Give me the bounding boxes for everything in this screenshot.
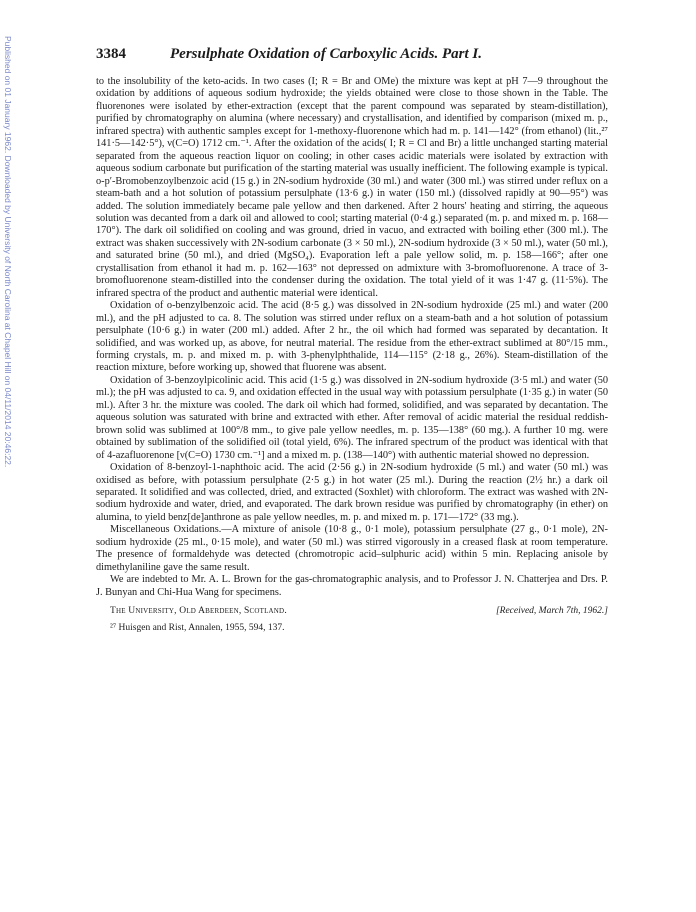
acknowledgement: We are indebted to Mr. A. L. Brown for the gas-chromatographic analysis, and to Professor J. N. Chatterjea and Drs. P. J. Bunyan and Chi-Hua Wang for specimens. [96,574,608,598]
affiliation: The University, Old Aberdeen, Scotland. [110,606,287,617]
paragraph-benzylbenzoic-oxidation: Oxidation of o-benzylbenzoic acid. The acid (8·5 g.) was dissolved in 2N-sodium hydroxide (25 ml.) and water (200 ml.), and the pH adjusted to ca. 8. The solution was stirred under reflux on a steam-bath and a hot solution of potassium persulphate (10·6 g.) in water (200 ml.) added. After 2 hr., the oil which had formed was separated by decantation. It solidified, and was worked up, as above, for neutral material. The residue from the ether-extract sublimed at 80°/15 mm., forming crystals, m. p. and mixed m. p. with 3-phenylphthalide, 114—115° (2·18 g., 26%). Steam-distillation of the reaction mixture, before working up, showed that fluorene was absent. [96,300,608,374]
paragraph-naphthoic-oxidation: Oxidation of 8-benzoyl-1-naphthoic acid. The acid (2·56 g.) in 2N-sodium hydroxide (5 ml.) and water (50 ml.) was oxidised as before, with potassium persulphate (2·5 g.) in hot water (25 ml.). During the reaction (2½ hr.) a dark oil separated. It solidified and was collected, dried, and extracted (Soxhlet) with chloroform. The extract was washed with 2N-sodium hydroxide and water, dried, and evaporated. The dark brown residue was purified by chromatography (in ether) on alumina, to yield benz[de]anthrone as pale yellow needles, m. p. and mixed m. p. 171—172° (33 mg.). [96,462,608,523]
paragraph-benzoylpicolinic-oxidation: Oxidation of 3-benzoylpicolinic acid. This acid (1·5 g.) was dissolved in 2N-sodium hydroxide (3·5 ml.) and water (50 ml.); the pH was adjusted to ca. 9, and oxidation effected in the usual way with potassium persulphate (1·35 g.) in water (50 ml.). After 3 hr. the mixture was cooled. The dark oil which had formed, solidified, and was separated by decantation. The aqueous solution was saturated with brine and extracted with ether. After removal of acidic material the residual reddish-brown solid was sublimed at 100°/8 mm., to give pale yellow needles, m. p. 135—138° (60 mg.). A further 10 mg. were obtained by sublimation of the solidified oil (total yield, 6%). The infrared spectrum of the product was identical with that of 4-azafluorenone [ν(C=O) 1730 cm.⁻¹] and a mixed m. p. (138—140°) with authentic material showed no depression. [96,374,608,461]
affiliation-row [96,605,608,617]
page-number: 3384 [96,46,126,62]
running-title: Persulphate Oxidation of Carboxylic Acids. Part I. [170,46,482,62]
body-text [96,76,608,599]
footnote-reference: ²⁷ Huisgen and Rist, Annalen, 1955, 594, 137. [110,623,285,634]
download-watermark [0,36,14,596]
download-watermark-text: Published on 01 January 1962. Downloaded by University of North Carolina at Chapel Hill on 04/11/2014 20:46:22. [3,36,13,468]
paragraph-miscellaneous-oxidations: Miscellaneous Oxidations.—A mixture of anisole (10·8 g., 0·1 mole), potassium persulphate (27 g., 0·1 mole), 2N-sodium hydroxide (25 ml., 0·15 mole), and water (50 ml.) was stirred vigorously in a creased flask at room temperature. The presence of formaldehyde was detected (chromotropic acid–sulphuric acid) within 5 min. Replacing anisole by dimethylaniline gave the same result. [96,524,608,573]
running-head [96,46,608,72]
journal-page [96,46,608,634]
paragraph-experimental-fluorenones: to the insolubility of the keto-acids. In two cases (I; R = Br and OMe) the mixture was kept at pH 7—9 throughout the oxidation by additions of aqueous sodium hydroxide; the yields obtained were close to those shown in the Table. The fluorenones were isolated by ether-extraction (except that the parent compound was separated by steam-distillation), purified by chromatography on alumina (where necessary) and crystallisation, and identified by comparison (mixed m. p., infrared spectra) with authentic samples except for 1-methoxy-fluorenone which had m. p. 141—142° (from ethanol) (lit.,²⁷ 141·5—142·5°), ν(C=O) 1712 cm.⁻¹. After the oxidation of the acids( I; R = Cl and Br) a little unchanged starting material separated from the aqueous reaction liquor on cooling; in other cases acidic materials were isolated by extraction with aqueous sodium carbonate but purification of the starting material was usually inefficient. The following example is typical. o-p′-Bromobenzoylbenzoic acid (15 g.) in 2N-sodium hydroxide (30 ml.) and water (300 ml.) was stirred under reflux on a steam-bath and a hot solution of potassium persulphate (13·6 g.) in water (150 ml.) (dissolved rapidly at 90—95°) was added. The solution immediately became pale yellow and then darkened. After 2 hours' heating and stirring, the aqueous solution was decanted from a dark oil and allowed to cool; starting material (0·4 g.) separated (m. p. and mixed m. p. 168—170°). The dark oil solidified on cooling and was ground, dried in vacuo, and extracted with boiling ether (300 ml.). The extract was shaken successively with 2N-sodium carbonate (3 × 50 ml.), 2N-sodium hydroxide (3 × 50 ml.), water (50 ml.), and saturated brine (50 ml.), and dried (MgSO₄). Evaporation left a pale yellow solid, m. p. 158—166°; after one crystallisation from ethanol it had m. p. 162—163° not depressed on admixture with 3-bromofluorenone. A trace of 3-bromofluorenone steam-distilled into the condenser during the oxidation. The total yield of it was 1·47 g. (11·5%). The infrared spectra of the product and authentic material were identical. [96,76,608,299]
received-date: [Received, March 7th, 1962.] [495,606,608,617]
